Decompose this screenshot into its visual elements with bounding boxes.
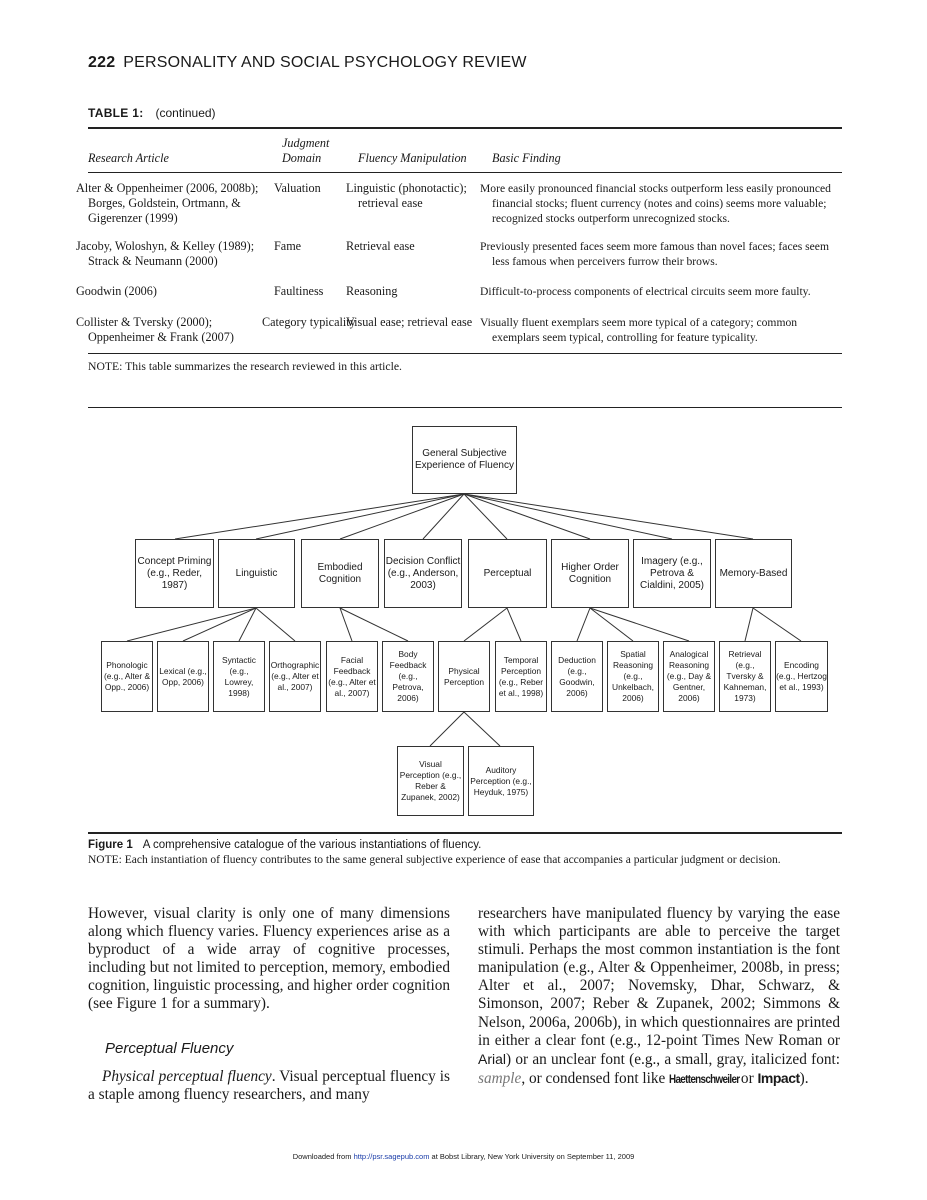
sample-word: sample (478, 1069, 522, 1087)
col-header-article: Research Article (88, 151, 169, 165)
paragraph-text: researchers have manipulated fluency by varying the ease with which participants are able to perceive the target stimuli. Perhaps the most common instantiation is the font manipulation (e.g., Alter & Oppenheimer, 2008b, in press; Alter et al., 2007; Novemsky, Dhar, Schwarz, & Simonson, 2007; Reber & Zupanek, 2002; Simmons & Nelson, 2006a, 2006b), in which questionnaires are printed in either a clear font (e.g., 12-point Times New Roman or (478, 905, 840, 1049)
subsection-lead: Physical perceptual fluency (102, 1068, 272, 1085)
node-imagery: Imagery (e.g., Petrova & Cialdini, 2005) (633, 539, 711, 608)
body-right-paragraph (478, 905, 840, 1088)
figure-note: NOTE: Each instantiation of fluency contributes to the same general subjective experience of ease that accompanies a particular judgment or decision. (88, 854, 781, 866)
haettenschweiler-sample: Haettenschweiler (669, 1071, 740, 1086)
node-spatial-reasoning: Spatial Reasoning (e.g., Unkelbach, 2006) (607, 641, 659, 712)
arial-sample: Arial (478, 1050, 507, 1067)
node-syntactic: Syntactic (e.g., Lowrey, 1998) (213, 641, 265, 712)
figure-label: Figure 1 (88, 839, 133, 851)
cell-finding: More easily pronounced financial stocks outperform less easily pronounced financial stocks; fluent currency (notes and coins) seems more valuable; recognized stocks outperform unrecognized stocks. (480, 182, 831, 225)
node-concept-priming: Concept Priming (e.g., Reder, 1987) (135, 539, 214, 608)
node-visual-perception: Visual Perception (e.g., Reber & Zupanek, 2002) (397, 746, 464, 816)
node-lexical: Lexical (e.g., Opp, 2006) (157, 641, 209, 712)
cell-article: Jacoby, Woloshyn, & Kelley (1989); Strack & Neumann (2000) (76, 239, 255, 268)
node-higher-order-cognition: Higher Order Cognition (551, 539, 629, 608)
node-orthographic: Orthographic (e.g., Alter et al., 2007) (269, 641, 321, 712)
figure-caption (88, 838, 842, 868)
figure-caption-text: A comprehensive catalogue of the various instantiations of fluency. (142, 839, 482, 851)
node-body-feedback: Body Feedback (e.g., Petrova, 2006) (382, 641, 434, 712)
cell-manipulation: Linguistic (phonotactic); retrieval ease (346, 181, 467, 210)
node-physical-perception: Physical Perception (438, 641, 490, 712)
footer-prefix: Downloaded from (292, 1152, 354, 1161)
table-continued: (continued) (155, 106, 216, 120)
cell-finding: Visually fluent exemplars seem more typical of a category; common exemplars seem typical, controlling for feature typicality. (480, 316, 798, 344)
table-label: TABLE 1: (88, 106, 144, 120)
node-temporal-perception: Temporal Perception (e.g., Reber et al., 1998) (495, 641, 547, 712)
cell-manipulation: Visual ease; retrieval ease (346, 315, 473, 329)
node-perceptual: Perceptual (468, 539, 547, 608)
section-heading: Perceptual Fluency (105, 1040, 234, 1057)
paragraph-text: . Visual perceptual fluency is a staple among fluency researchers, and many (88, 1068, 450, 1104)
cell-domain: Fame (274, 239, 302, 253)
cell-domain: Faultiness (274, 284, 324, 298)
node-facial-feedback: Facial Feedback (e.g., Alter et al., 2007) (326, 641, 378, 712)
node-deduction: Deduction (e.g., Goodwin, 2006) (551, 641, 603, 712)
footer-suffix: at Bobst Library, New York University on September 11, 2009 (429, 1152, 635, 1161)
node-linguistic: Linguistic (218, 539, 295, 608)
paragraph-text: ) or an unclear font (e.g., a small, gray, italicized font: (506, 1050, 840, 1068)
paragraph-text: or (737, 1069, 758, 1087)
node-encoding: Encoding (e.g., Hertzog et al., 1993) (775, 641, 828, 712)
figure-bottom-rule (88, 832, 842, 834)
cell-finding: Difficult-to-process components of electrical circuits seem more faulty. (480, 285, 811, 298)
col-header-domain: Judgment Domain (282, 136, 330, 165)
cell-domain: Valuation (274, 181, 321, 195)
node-decision-conflict: Decision Conflict (e.g., Anderson, 2003) (384, 539, 462, 608)
footer-link[interactable]: http://psr.sagepub.com (353, 1152, 430, 1161)
body-left-paragraph-2 (88, 1068, 450, 1104)
node-embodied-cognition: Embodied Cognition (301, 539, 379, 608)
impact-sample: Impact (757, 1069, 800, 1086)
node-auditory-perception: Auditory Perception (e.g., Heyduk, 1975) (468, 746, 534, 816)
node-analogical-reasoning: Analogical Reasoning (e.g., Day & Gentner, 2006) (663, 641, 715, 712)
col-header-manipulation: Fluency Manipulation (358, 151, 467, 165)
journal-title: PERSONALITY AND SOCIAL PSYCHOLOGY REVIEW (123, 54, 527, 71)
page-number: 222 (88, 54, 116, 71)
cell-manipulation: Reasoning (346, 284, 398, 298)
root-node: General Subjective Experience of Fluency (412, 426, 517, 494)
body-left-paragraph-1: However, visual clarity is only one of many dimensions along which fluency varies. Fluency experiences arise as a byproduct of a wide array of cognitive processes, including but not limited to perception, memory, embodied cognition, linguistic processing, and higher order cognition (see Figure 1 for a summary). (88, 905, 450, 1013)
paragraph-text: ). (799, 1069, 809, 1087)
cell-domain: Category typicality (262, 315, 356, 329)
node-phonologic: Phonologic (e.g., Alter & Opp., 2006) (101, 641, 153, 712)
col-header-finding: Basic Finding (492, 151, 561, 165)
cell-article: Alter & Oppenheimer (2006, 2008b); Borges, Goldstein, Ortmann, & Gigerenzer (1999) (76, 181, 259, 225)
paragraph-text: , or condensed font like (521, 1069, 670, 1087)
cell-manipulation: Retrieval ease (346, 239, 415, 253)
node-retrieval: Retrieval (e.g., Tversky & Kahneman, 1973) (719, 641, 771, 712)
cell-article: Collister & Tversky (2000); Oppenheimer & Frank (2007) (76, 315, 234, 344)
cell-article: Goodwin (2006) (76, 284, 157, 298)
download-footer (0, 1152, 927, 1161)
node-memory-based: Memory-Based (715, 539, 792, 608)
table-note: NOTE: This table summarizes the research reviewed in this article. (88, 360, 402, 373)
cell-finding: Previously presented faces seem more famous than novel faces; faces seem less famous when perceivers furrow their brows. (480, 240, 829, 268)
